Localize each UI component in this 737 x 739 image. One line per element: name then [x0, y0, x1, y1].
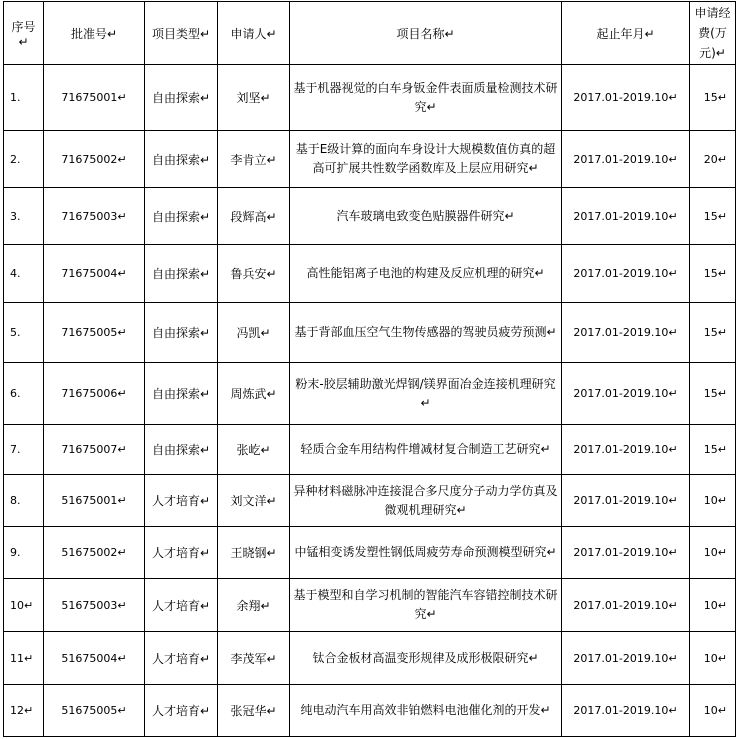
row-seq: 2. [4, 131, 44, 188]
row-approval-number: 71675005↵ [44, 303, 145, 363]
row-seq: 11↵ [4, 632, 44, 685]
row-fee: 15↵ [690, 188, 736, 245]
row-period: 2017.01-2019.10↵ [562, 65, 690, 131]
row-seq: 3. [4, 188, 44, 245]
row-fee: 15↵ [690, 363, 736, 425]
row-seq: 8. [4, 475, 44, 527]
row-project-type: 自由探索↵ [145, 363, 218, 425]
row-project-name: 轻质合金车用结构件增减材复合制造工艺研究↵ [290, 425, 562, 475]
row-project-name: 汽车玻璃电致变色贴膜器件研究↵ [290, 188, 562, 245]
table-row [4, 425, 736, 475]
header-seq: 序号↵ [4, 2, 44, 65]
row-project-type: 自由探索↵ [145, 65, 218, 131]
row-project-name: 粉末-胶层辅助激光焊钢/镁界面冶金连接机理研究↵ [290, 363, 562, 425]
row-period: 2017.01-2019.10↵ [562, 475, 690, 527]
row-seq: 6. [4, 363, 44, 425]
row-period: 2017.01-2019.10↵ [562, 245, 690, 303]
row-period: 2017.01-2019.10↵ [562, 632, 690, 685]
row-project-name: 基于E级计算的面向车身设计大规模数值仿真的超高可扩展共性数学函数库及上层应用研究↵ [290, 131, 562, 188]
header-applicant: 申请人↵ [218, 2, 290, 65]
row-fee: 15↵ [690, 303, 736, 363]
table-row [4, 363, 736, 425]
row-project-name: 异种材料磁脉冲连接混合多尺度分子动力学仿真及微观机理研究↵ [290, 475, 562, 527]
row-project-type: 人才培育↵ [145, 685, 218, 737]
row-seq: 4. [4, 245, 44, 303]
header-fee: 申请经费(万元)↵ [690, 2, 736, 65]
row-fee: 10↵ [690, 527, 736, 579]
table-row [4, 188, 736, 245]
row-applicant: 刘文洋↵ [218, 475, 290, 527]
row-approval-number: 51675005↵ [44, 685, 145, 737]
row-approval-number: 71675003↵ [44, 188, 145, 245]
row-applicant: 段辉高↵ [218, 188, 290, 245]
row-applicant: 刘坚↵ [218, 65, 290, 131]
row-project-type: 自由探索↵ [145, 131, 218, 188]
row-approval-number: 71675001↵ [44, 65, 145, 131]
row-project-type: 自由探索↵ [145, 188, 218, 245]
row-fee: 15↵ [690, 425, 736, 475]
row-project-type: 人才培育↵ [145, 475, 218, 527]
table-row [4, 475, 736, 527]
row-approval-number: 71675002↵ [44, 131, 145, 188]
row-project-type: 人才培育↵ [145, 527, 218, 579]
row-applicant: 余翔↵ [218, 579, 290, 632]
row-seq: 7. [4, 425, 44, 475]
row-applicant: 周炼武↵ [218, 363, 290, 425]
row-project-name: 纯电动汽车用高效非铂燃料电池催化剂的开发↵ [290, 685, 562, 737]
row-period: 2017.01-2019.10↵ [562, 363, 690, 425]
row-fee: 10↵ [690, 685, 736, 737]
table-row [4, 632, 736, 685]
row-seq: 12↵ [4, 685, 44, 737]
row-approval-number: 71675006↵ [44, 363, 145, 425]
row-fee: 20↵ [690, 131, 736, 188]
table-row [4, 245, 736, 303]
table-row [4, 579, 736, 632]
row-project-name: 高性能铝离子电池的构建及反应机理的研究↵ [290, 245, 562, 303]
row-project-type: 人才培育↵ [145, 632, 218, 685]
row-project-name: 中锰相变诱发塑性钢低周疲劳寿命预测模型研究↵ [290, 527, 562, 579]
row-project-type: 自由探索↵ [145, 425, 218, 475]
table-row [4, 65, 736, 131]
header-project-type: 项目类型↵ [145, 2, 218, 65]
header-row [4, 2, 736, 65]
row-project-name: 钛合金板材高温变形规律及成形极限研究↵ [290, 632, 562, 685]
row-approval-number: 51675002↵ [44, 527, 145, 579]
row-project-name: 基于机器视觉的白车身钣金件表面质量检测技术研究↵ [290, 65, 562, 131]
row-applicant: 张冠华↵ [218, 685, 290, 737]
row-period: 2017.01-2019.10↵ [562, 425, 690, 475]
row-applicant: 张屹↵ [218, 425, 290, 475]
row-approval-number: 71675004↵ [44, 245, 145, 303]
table-row [4, 685, 736, 737]
row-approval-number: 51675003↵ [44, 579, 145, 632]
row-period: 2017.01-2019.10↵ [562, 131, 690, 188]
row-fee: 10↵ [690, 579, 736, 632]
row-project-name: 基于模型和自学习机制的智能汽车容错控制技术研究↵ [290, 579, 562, 632]
row-applicant: 李肯立↵ [218, 131, 290, 188]
row-fee: 15↵ [690, 245, 736, 303]
row-period: 2017.01-2019.10↵ [562, 579, 690, 632]
row-period: 2017.01-2019.10↵ [562, 303, 690, 363]
project-table [3, 1, 736, 737]
row-project-type: 自由探索↵ [145, 303, 218, 363]
header-approval-number: 批准号↵ [44, 2, 145, 65]
row-seq: 1. [4, 65, 44, 131]
row-fee: 15↵ [690, 65, 736, 131]
row-applicant: 冯凯↵ [218, 303, 290, 363]
table-row [4, 527, 736, 579]
row-seq: 10↵ [4, 579, 44, 632]
row-applicant: 王晓钢↵ [218, 527, 290, 579]
row-approval-number: 51675004↵ [44, 632, 145, 685]
row-project-type: 自由探索↵ [145, 245, 218, 303]
row-period: 2017.01-2019.10↵ [562, 685, 690, 737]
header-project-name: 项目名称↵ [290, 2, 562, 65]
row-fee: 10↵ [690, 475, 736, 527]
table-row [4, 303, 736, 363]
table-row [4, 131, 736, 188]
row-period: 2017.01-2019.10↵ [562, 527, 690, 579]
row-approval-number: 71675007↵ [44, 425, 145, 475]
row-period: 2017.01-2019.10↵ [562, 188, 690, 245]
row-seq: 9. [4, 527, 44, 579]
row-applicant: 鲁兵安↵ [218, 245, 290, 303]
row-seq: 5. [4, 303, 44, 363]
row-approval-number: 51675001↵ [44, 475, 145, 527]
row-applicant: 李茂军↵ [218, 632, 290, 685]
row-project-type: 人才培育↵ [145, 579, 218, 632]
row-fee: 10↵ [690, 632, 736, 685]
header-period: 起止年月↵ [562, 2, 690, 65]
row-project-name: 基于背部血压空气生物传感器的驾驶员疲劳预测↵ [290, 303, 562, 363]
